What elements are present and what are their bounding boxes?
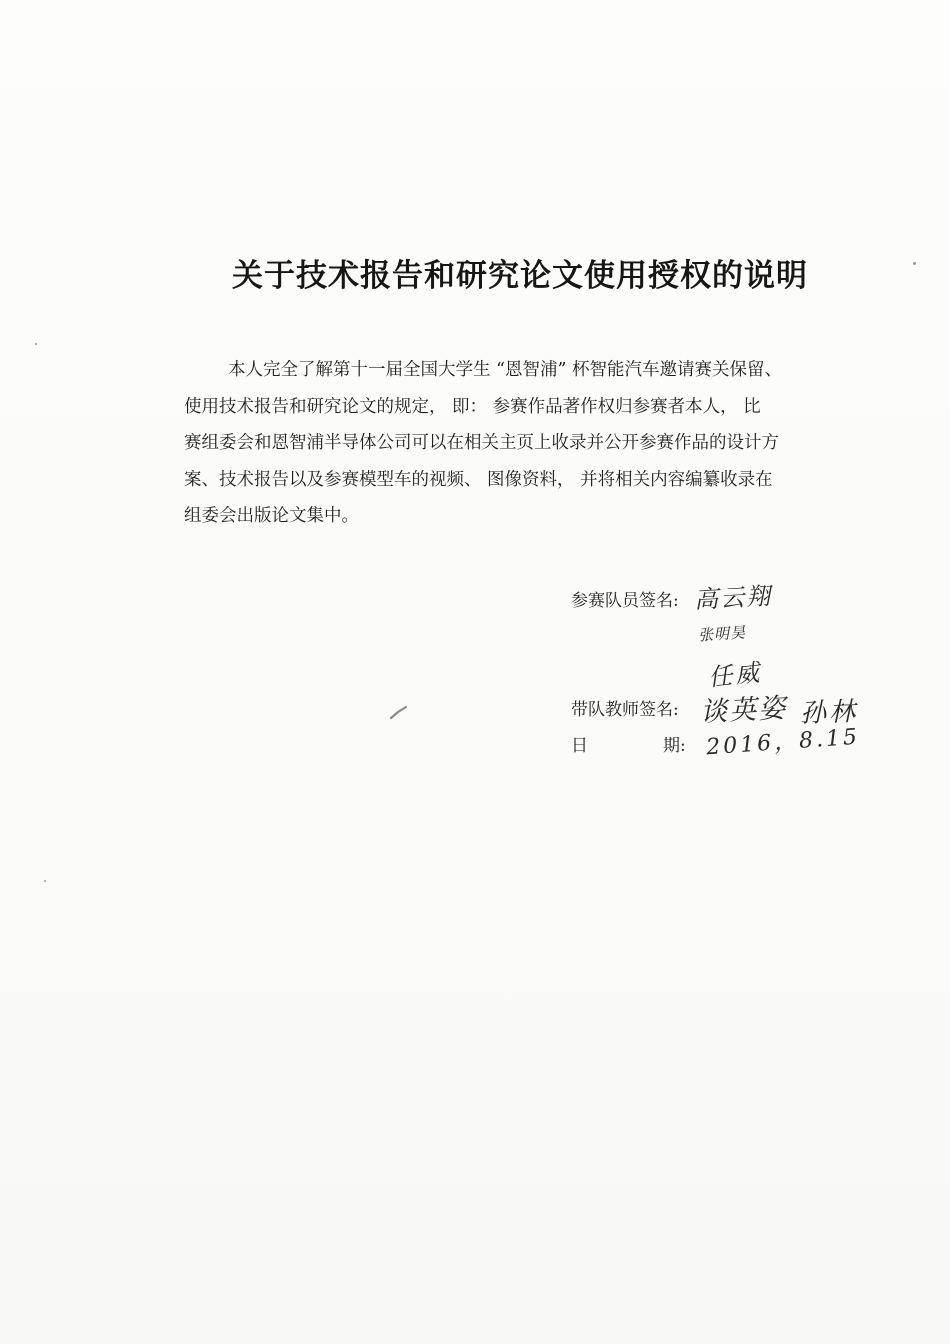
date-label-second: 期: bbox=[663, 736, 686, 756]
advisor-signature-2: 孙林 bbox=[799, 696, 859, 730]
scan-mark-icon bbox=[388, 704, 410, 722]
team-member-signature-label: 参赛队员签名: bbox=[571, 591, 679, 611]
scan-speck bbox=[35, 343, 37, 345]
date-label-first: 日 bbox=[571, 736, 588, 756]
team-member-signature-1: 高云翔 bbox=[693, 581, 773, 615]
team-member-signature-2: 张明昊 bbox=[697, 623, 747, 645]
advisor-signature-label: 带队教师签名: bbox=[571, 700, 679, 720]
paragraph-line: 案、技术报告以及参赛模型车的视频、 图像资料， 并将相关内容编纂收录在 bbox=[184, 469, 773, 490]
team-member-signature-3: 任威 bbox=[706, 658, 764, 692]
paragraph-line: 本人完全了解第十一届全国大学生 “恩智浦” 杯智能汽车邀请赛关保留、 bbox=[228, 360, 783, 380]
authorization-paragraph bbox=[184, 352, 852, 535]
date-value: 2016，8.15 bbox=[705, 724, 861, 761]
document-title: 关于技术报告和研究论文使用授权的说明 bbox=[232, 258, 808, 294]
paragraph-line: 使用技术报告和研究论文的规定， 即： 参赛作品著作权归参赛者本人， 比 bbox=[184, 396, 761, 417]
advisor-signature-1: 谈英姿 bbox=[699, 692, 788, 729]
paragraph-line: 组委会出版论文集中。 bbox=[184, 506, 359, 526]
paragraph-line: 赛组委会和恩智浦半导体公司可以在相关主页上收录并公开参赛作品的设计方 bbox=[184, 433, 779, 453]
scan-speck bbox=[44, 880, 46, 882]
scan-speck bbox=[913, 262, 916, 265]
